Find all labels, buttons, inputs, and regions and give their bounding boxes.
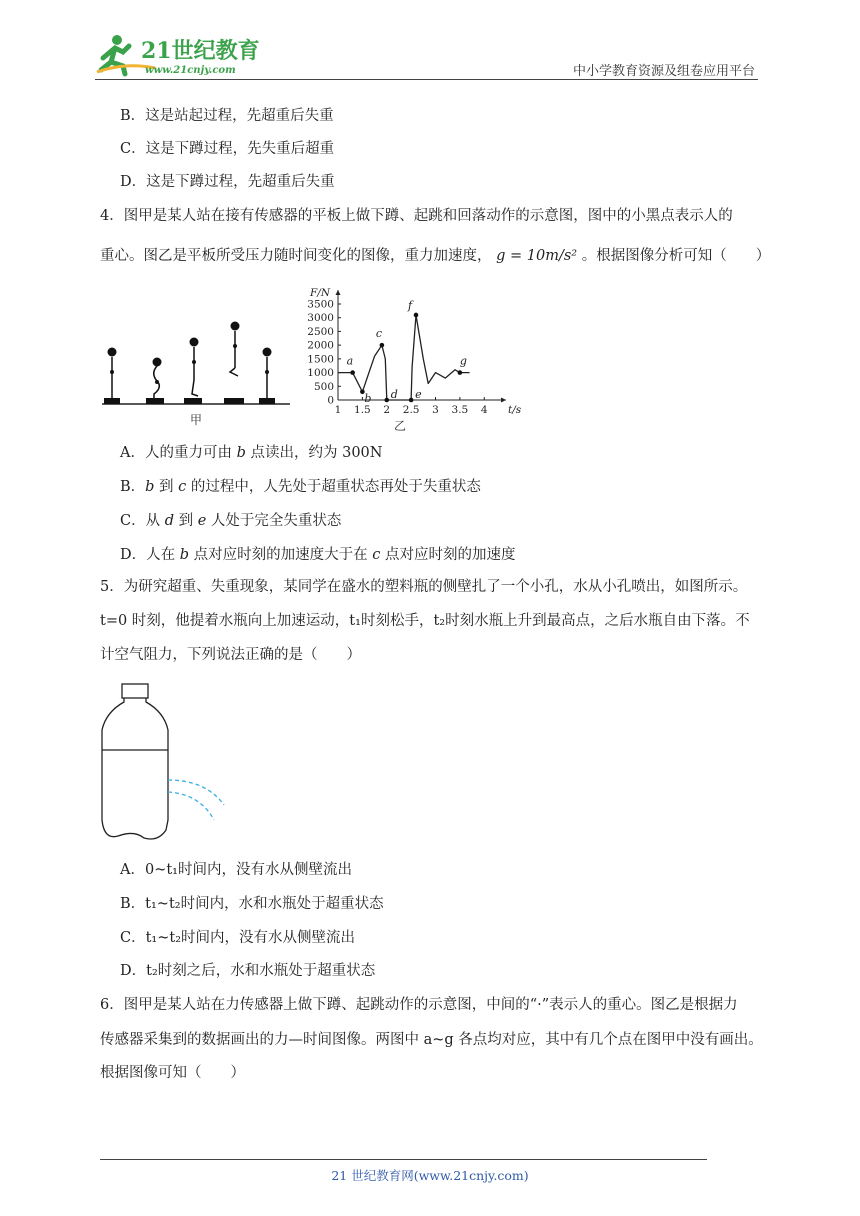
point-label-g: g — [459, 354, 467, 368]
header-divider — [95, 79, 758, 80]
stick-figure-standing — [104, 348, 120, 405]
x-axis-label: t/s — [508, 404, 522, 416]
y-tick-label: 500 — [313, 380, 334, 393]
point-c — [380, 343, 385, 348]
bottle-figure — [96, 680, 236, 845]
q4-option-a: A．人的重力可由 b 点读出，约为 300N — [120, 445, 383, 461]
bottle-icon — [102, 684, 168, 839]
y-tick-label: 2000 — [307, 339, 334, 352]
stick-figure-squat — [146, 358, 164, 405]
header-platform-text: 中小学教育资源及组卷应用平台 — [572, 64, 755, 79]
point-label-c: c — [375, 327, 383, 341]
q4-option-b: B．b 到 c 的过程中，人先处于超重状态再处于失重状态 — [120, 479, 481, 495]
y-tick-label: 2500 — [307, 325, 334, 338]
point-a — [350, 370, 355, 375]
point-label-f: f — [408, 298, 413, 312]
figure-yi-label: 乙 — [394, 419, 407, 432]
y-axis-label: F/N — [310, 287, 331, 299]
q5-stem-line1: 5．为研究超重、失重现象，某同学在盛水的塑料瓶的侧壁扎了一个小孔，水从小孔喷出，如图所示。 — [100, 579, 748, 595]
q3-option-c: C．这是下蹲过程，先失重后超重 — [120, 141, 335, 157]
q5-option-c: C．t₁~t₂时间内，没有水从侧壁流出 — [120, 930, 356, 946]
point-label-d: d — [390, 388, 398, 401]
figure-jia-label: 甲 — [190, 413, 203, 427]
q4-option-d: D．人在 b 点对应时刻的加速度大于在 c 点对应时刻的加速度 — [120, 547, 516, 563]
point-d — [384, 398, 389, 403]
water-jet-icon — [168, 780, 224, 820]
y-axis-arrow — [336, 290, 341, 295]
q4-stem-line1: 4．图甲是某人站在接有传感器的平板上做下蹲、起跳和回落动作的示意图，图中的小黑点表示人的 — [100, 208, 733, 224]
q4-stem-line2: 重心。图乙是平板所受压力随时间变化的图像，重力加速度， g = 10m/s² 。根据图像分析可知（ ） — [100, 248, 771, 264]
q5-stem-line2: t=0 时刻，他提着水瓶向上加速运动，t₁时刻松手，t₂时刻水瓶上升到最高点，之后水瓶自由下落。不 — [100, 613, 750, 629]
q6-stem-line3: 根据图像可知（ ） — [100, 1065, 245, 1081]
x-tick-label: 4 — [480, 404, 488, 416]
q3-option-b: B．这是站起过程，先超重后失重 — [120, 108, 334, 124]
point-label-b: b — [364, 391, 372, 405]
stick-figure-airborne — [224, 322, 244, 405]
x-tick-label: 1 — [334, 404, 342, 416]
footer-divider — [100, 1159, 707, 1160]
y-tick-label: 1000 — [307, 367, 334, 380]
q5-option-a: A．0~t₁时间内，没有水从侧壁流出 — [120, 862, 352, 878]
q5-option-b: B．t₁~t₂时间内，水和水瓶处于超重状态 — [120, 896, 384, 912]
x-tick-label: 3.5 — [451, 404, 469, 416]
x-tick-label: 1.5 — [354, 404, 371, 416]
footer-link[interactable]: 21 世纪教育网(www.21cnjy.com) — [331, 1168, 529, 1183]
y-tick-label: 1500 — [307, 353, 334, 366]
q5-stem-line3: 计空气阻力，下列说法正确的是（ ） — [100, 647, 361, 663]
force-curve — [338, 315, 470, 400]
x-tick-label: 2 — [383, 404, 391, 416]
y-tick-label: 0 — [327, 394, 334, 407]
figure-yi-chart — [296, 282, 524, 432]
q6-stem-line2: 传感器采集到的数据画出的力—时间图像。两图中 a~g 各点均对应，其中有几个点在图甲中没有画出。 — [100, 1032, 763, 1048]
x-tick-label: 3 — [432, 404, 439, 416]
q6-stem-line1: 6．图甲是某人站在力传感器上做下蹲、起跳动作的示意图，中间的“·”表示人的重心。图乙是根据力 — [100, 997, 738, 1013]
point-label-e: e — [415, 388, 422, 401]
point-e — [409, 398, 414, 403]
site-logo[interactable] — [95, 32, 265, 78]
point-f — [414, 313, 419, 318]
y-tick-label: 3500 — [307, 298, 334, 311]
stick-figure-push — [184, 338, 202, 405]
point-label-a: a — [346, 354, 354, 368]
q5-option-d: D．t₂时刻之后，水和水瓶处于超重状态 — [120, 963, 376, 979]
force-time-chart — [296, 282, 524, 432]
logo-url: www.21cnjy.com — [145, 65, 236, 76]
y-tick-label: 3000 — [307, 312, 334, 325]
figure-jia — [100, 310, 295, 430]
stick-figure-landing — [259, 348, 275, 405]
gravity-formula: g = 10m/s² — [496, 248, 578, 264]
x-axis-arrow — [501, 398, 506, 403]
point-g — [458, 370, 463, 375]
logo-text: 21世纪教育 — [141, 38, 260, 64]
q4-option-c: C．从 d 到 e 人处于完全失重状态 — [120, 513, 342, 529]
x-tick-label: 2.5 — [402, 404, 420, 416]
q3-option-d: D．这是下蹲过程，先超重后失重 — [120, 174, 335, 190]
